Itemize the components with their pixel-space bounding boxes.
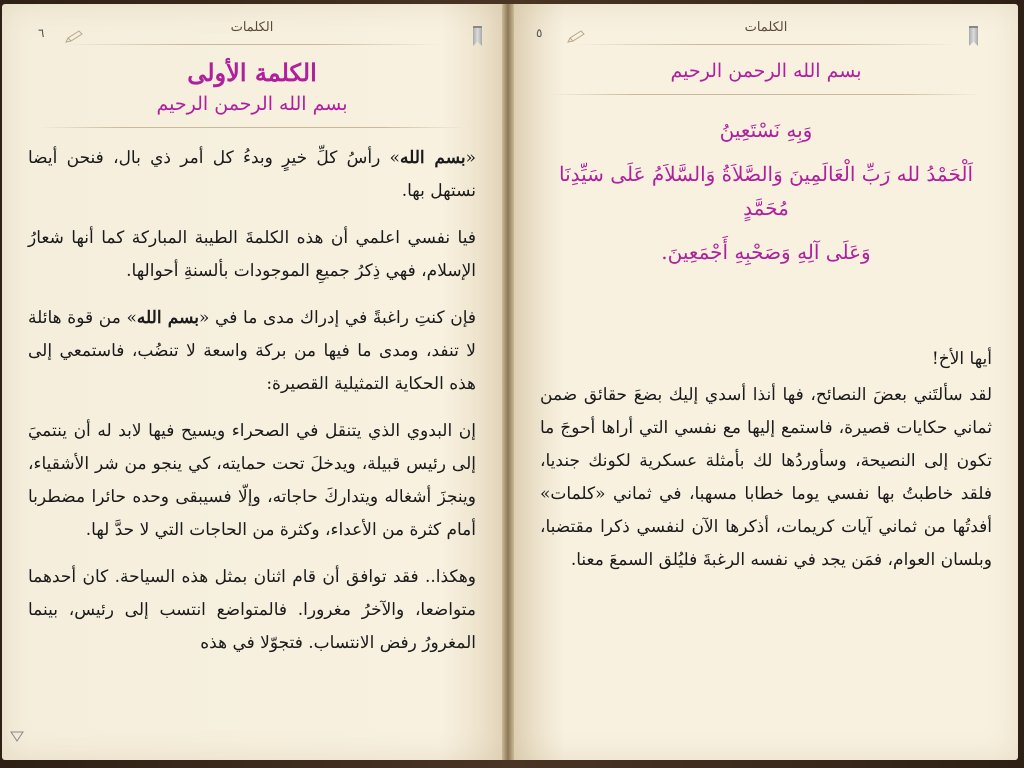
left-divider [38,127,466,128]
paragraph: فإن كنتِ راغبةً في إدراك مدى ما في «بسم الله» من قوة هائلة لا تنفد، ومدى ما فيها من بركة واسعة لا تنضُب، فاستمعي إلى هذه الحكاية التمثيلية القصيرة: [28,308,477,394]
chapter-title: الكلمة الأولى [187,58,317,87]
right-page-content [540,52,992,760]
right-page-number: ٥ [536,26,543,40]
left-page-number: ٦ [38,26,45,40]
left-page-content [28,52,476,760]
right-page[interactable] [514,4,1018,760]
pencil-icon[interactable] [566,30,586,44]
paragraph: لقد سألتَني بعضَ النصائح، فها أنذا أسدي إليك بضعَ حقائق ضمن ثماني حكايات قصيرة، فاستمع إليها مع نفسي التي أراها أحوجَ ما تكون إلى النصيحة، وسأوردُها لك بأمثلة عسكرية لكونك جنديا، فلقد خاطبتُ بها نفسي يوما خطابا مسهبا، في ثماني «كلمات» أفدتُها من ثماني آيات كريمات، أذكرها الآن لنفسي ذكرا مقتضبا، وبلسان العوام، فمَن يجد في نفسه الرغبةَ فليُلق السمعَ معنا. [540,385,992,570]
page-down-arrow-icon[interactable] [10,730,24,742]
paragraph: وهكذا.. فقد توافق أن قام اثنان بمثل هذه السياحة. كان أحدهما متواضعا، والآخرُ مغرورا. فالمتواضع انتسب إلى رئيس، بينما المغرورُ رفض الانتساب. فتجوّلا في هذه [28,567,476,653]
verse-line: وَعَلَى آلِهِ وَصَحْبِهِ أَجْمَعِينَ. [661,240,871,264]
left-paragraphs [28,142,476,660]
bookmark-icon[interactable] [473,26,482,46]
left-header-title: الكلمات [230,20,274,35]
right-basmala: بسم الله الرحمن الرحيم [670,60,862,82]
right-header-title: الكلمات [744,20,788,35]
left-page-header [2,12,502,38]
pencil-icon[interactable] [64,30,84,44]
paragraph: إن البدوي الذي يتنقل في الصحراء ويسيح فيها لابد له أن ينتميَ إلى رئيس قبيلة، ويدخلَ تحت حمايته، كي ينجو من شر الأشقياء، وينجزَ أشغاله ويتداركَ حاجاته، وإلّا فسيبقى وحده حائرا مضطربا أمام كثرة من الأعداء، وكثرة من الحاجات التي لا حدَّ لها. [28,421,476,540]
right-page-header [514,12,1018,38]
book-spine [502,4,514,760]
left-basmala: بسم الله الرحمن الرحيم [156,93,348,115]
right-header-rule [574,44,958,45]
bookmark-icon[interactable] [969,26,978,46]
greeting: أيها الأخ! [931,349,992,369]
verse-line: وَبِهِ نَسْتَعِينُ [719,118,813,142]
left-page[interactable] [2,4,502,760]
right-divider [550,94,982,95]
paragraph: «بسم الله» رأسُ كلِّ خيرٍ وبدءُ كل أمر ذي بال، فنحن أيضا نستهل بها. [28,148,476,201]
paragraph: فيا نفسي اعلمي أن هذه الكلمةَ الطيبة المباركة كما أنها شعارُ الإسلام، فهي ذِكرُ جميعِ الموجودات بألسنةِ أحوالها. [28,228,476,281]
left-header-rule [62,44,442,45]
verse-line: اَلْحَمْدُ لله رَبِّ الْعَالَمِينَ وَالصَّلاَةُ وَالسَّلاَمُ عَلَى سَيِّدِنَا مُحَمَّدٍ [558,162,974,220]
